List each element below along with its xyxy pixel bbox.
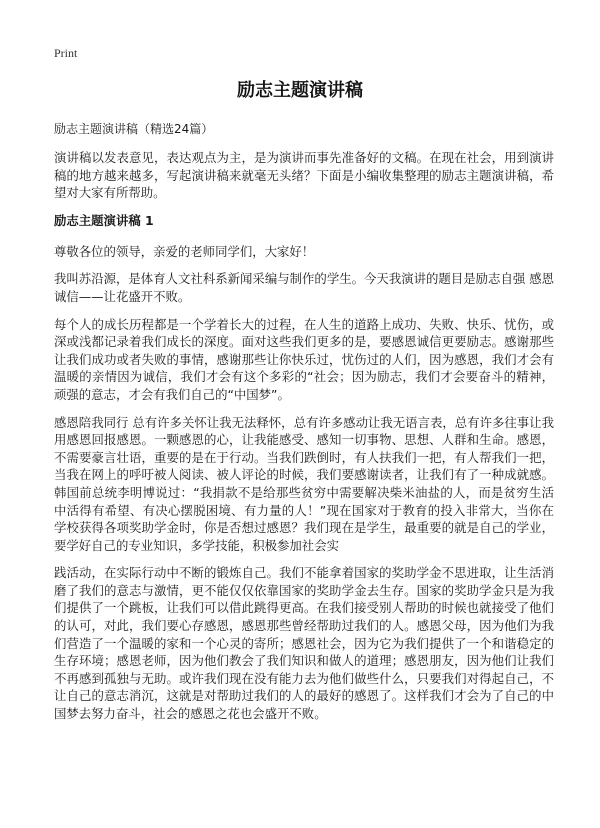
body-paragraph: 每个人的成长历程都是一个学着长大的过程，在人生的道路上成功、失败、快乐、忧伤，或深或浅都记录着我们成长的深度。面对这些我们更多的是，要感恩诚信更要励志。感谢那些让我们成功或者失败的事情，感谢那些让你快乐过，忧伤过的人们，因为感恩，我们才会有温暖的亲情因为诚信，我们才会有这个多彩的“社会；因为励志，我们才会要奋斗的精神，顽强的意志，才会有我们自己的“中国梦”。 — [54, 316, 554, 402]
document-body — [54, 149, 554, 733]
print-link[interactable]: Print — [54, 46, 78, 60]
body-paragraph: 感恩陪我同行 总有许多关怀让我无法释怀，总有许多感动让我无语言表，总有许多往事让我用感恩回报感恩。一颗感恩的心，让我能感受、感知一切事物、思想、人群和生命。感恩，不需要豪言壮语，重要的是在于行动。当我们跌倒时，有人扶我们一把，有人帮我们一把，当我在网上的呼吁被人阅读、被人评论的时候，我们要感谢读者，让我们有了一种成就感。韩国前总统李明博说过：“我捐款不是给那些贫穷中需要解决柴米油盐的人，而是贫穷生活中活得有希望、有决心摆脱困境、有力量的人！”现在国家对于教育的投入非常大，当你在学校获得各项奖助学金时，你是否想过感恩？我们现在是学生，最重要的就是自己的学业，要学好自己的专业知识，多学技能，积极参加社会实 — [54, 414, 554, 553]
body-paragraph: 践活动，在实际行动中不断的锻炼自己。我们不能拿着国家的奖助学金不思进取，让生活消磨了我们的意志与激情，更不能仅仅依靠国家的奖助学金去生存。国家的奖助学金只是为我们提供了一个跳板，让我们可以借此跳得更高。在我们接受别人帮助的时候也就接受了他们的认可，对此，我们要心存感恩，感恩那些曾经帮助过我们的人。感恩父母，因为他们为我们营造了一个温暖的家和一个心灵的寄所；感恩社会，因为它为我们提供了一个和谐稳定的生存环境；感恩老师，因为他们教会了我们知识和做人的道理；感恩朋友，因为他们让我们不再感到孤独与无助。或许我们现在没有能力去为他们做些什么，只要我们对得起自己，不让自己的意志消沉，这就是对帮助过我们的人的最好的感恩了。这样我们才会为了自己的中国梦去努力奋斗，社会的感恩之花也会盛开不败。 — [54, 565, 554, 722]
page-subtitle: 励志主题演讲稿（精选24篇） — [54, 122, 214, 136]
body-paragraph: 尊敬各位的领导，亲爱的老师同学们，大家好！ — [54, 243, 315, 259]
page-title: 励志主题演讲稿 — [237, 80, 363, 101]
body-paragraph: 我叫苏沿源，是体育人文社科系新闻采编与制作的学生。今天我演讲的题目是励志自强 感恩诚信——让花盛开不败。 — [54, 271, 554, 304]
intro-paragraph: 演讲稿以发表意见，表达观点为主，是为演讲而事先准备好的文稿。在现在社会，用到演讲稿的地方越来越多，写起演讲稿来就毫无头绪？下面是小编收集整理的励志主题演讲稿，希望对大家有所帮助。 — [54, 150, 554, 201]
section-heading: 励志主题演讲稿 1 — [54, 212, 154, 228]
